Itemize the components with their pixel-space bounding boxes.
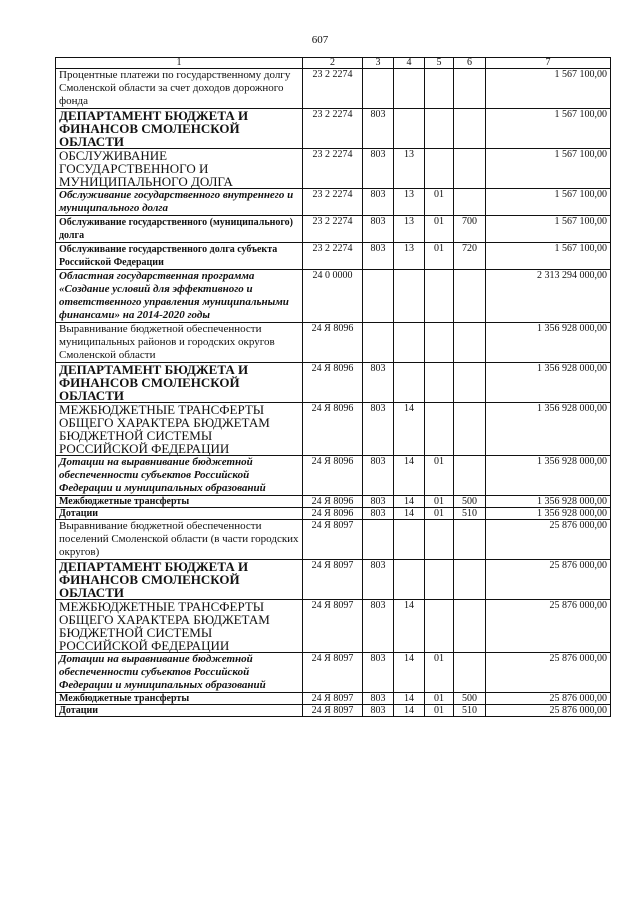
ministry-code-cell: 803 (363, 149, 394, 189)
table-row (56, 243, 611, 270)
ministry-code-cell: 803 (363, 560, 394, 600)
amount-cell: 25 876 000,00 (486, 693, 611, 705)
table-body (56, 69, 611, 717)
row-name-cell: МЕЖБЮДЖЕТНЫЕ ТРАНСФЕРТЫ ОБЩЕГО ХАРАКТЕРА БЮДЖЕТАМ БЮДЖЕТНОЙ СИСТЕМЫ РОССИЙСКОЙ ФЕДЕРАЦИИ (56, 600, 303, 653)
ministry-code-cell: 803 (363, 496, 394, 508)
target-code-cell: 24 Я 8096 (303, 403, 363, 456)
expense-type-cell: 720 (454, 243, 486, 270)
expense-type-cell (454, 403, 486, 456)
table-row (56, 403, 611, 456)
row-name-cell: ДЕПАРТАМЕНТ БЮДЖЕТА И ФИНАНСОВ СМОЛЕНСКОЙ ОБЛАСТИ (56, 560, 303, 600)
amount-cell: 1 356 928 000,00 (486, 363, 611, 403)
subsection-code-cell: 01 (425, 189, 454, 216)
table-row (56, 363, 611, 403)
section-code-cell (394, 323, 425, 363)
target-code-cell: 24 Я 8096 (303, 323, 363, 363)
expense-type-cell: 510 (454, 705, 486, 717)
expense-type-cell: 510 (454, 508, 486, 520)
column-header: 2 (303, 58, 363, 69)
subsection-code-cell: 01 (425, 693, 454, 705)
section-code-cell (394, 109, 425, 149)
amount-cell: 25 876 000,00 (486, 560, 611, 600)
target-code-cell: 24 0 0000 (303, 270, 363, 323)
amount-cell: 1 567 100,00 (486, 149, 611, 189)
target-code-cell: 24 Я 8096 (303, 456, 363, 496)
ministry-code-cell (363, 323, 394, 363)
target-code-cell: 24 Я 8097 (303, 600, 363, 653)
page-number: 607 (311, 34, 329, 46)
table-row (56, 653, 611, 693)
subsection-code-cell (425, 403, 454, 456)
section-code-cell (394, 520, 425, 560)
amount-cell: 1 567 100,00 (486, 216, 611, 243)
ministry-code-cell: 803 (363, 109, 394, 149)
expense-type-cell (454, 653, 486, 693)
amount-cell: 1 567 100,00 (486, 109, 611, 149)
subsection-code-cell: 01 (425, 496, 454, 508)
section-code-cell: 14 (394, 705, 425, 717)
expense-type-cell: 700 (454, 216, 486, 243)
target-code-cell: 24 Я 8097 (303, 520, 363, 560)
ministry-code-cell (363, 520, 394, 560)
table-row (56, 149, 611, 189)
expense-type-cell (454, 456, 486, 496)
budget-table (55, 57, 611, 717)
row-name-cell: Дотации на выравнивание бюджетной обеспеченности субъектов Российской Федерации и муниципальных образований (56, 456, 303, 496)
row-name-cell: Обслуживание государственного внутреннего и муниципального долга (56, 189, 303, 216)
section-code-cell (394, 270, 425, 323)
ministry-code-cell: 803 (363, 600, 394, 653)
subsection-code-cell (425, 109, 454, 149)
table-row (56, 693, 611, 705)
section-code-cell: 14 (394, 600, 425, 653)
row-name-cell: Межбюджетные трансферты (56, 496, 303, 508)
ministry-code-cell: 803 (363, 216, 394, 243)
amount-cell: 1 567 100,00 (486, 243, 611, 270)
amount-cell: 25 876 000,00 (486, 600, 611, 653)
amount-cell: 25 876 000,00 (486, 520, 611, 560)
target-code-cell: 23 2 2274 (303, 149, 363, 189)
row-name-cell: Выравнивание бюджетной обеспеченности поселений Смоленской области (в части городских округов) (56, 520, 303, 560)
section-code-cell: 14 (394, 456, 425, 496)
ministry-code-cell: 803 (363, 403, 394, 456)
row-name-cell: МЕЖБЮДЖЕТНЫЕ ТРАНСФЕРТЫ ОБЩЕГО ХАРАКТЕРА БЮДЖЕТАМ БЮДЖЕТНОЙ СИСТЕМЫ РОССИЙСКОЙ ФЕДЕРАЦИИ (56, 403, 303, 456)
row-name-cell: Процентные платежи по государственному долгу Смоленской области за счет доходов дорожного фонда (56, 69, 303, 109)
row-name-cell: Выравнивание бюджетной обеспеченности муниципальных районов и городских округов Смоленской области (56, 323, 303, 363)
ministry-code-cell: 803 (363, 705, 394, 717)
column-header: 7 (486, 58, 611, 69)
subsection-code-cell (425, 520, 454, 560)
column-header: 6 (454, 58, 486, 69)
target-code-cell: 24 Я 8096 (303, 363, 363, 403)
section-code-cell: 13 (394, 149, 425, 189)
section-code-cell: 14 (394, 403, 425, 456)
section-code-cell (394, 363, 425, 403)
expense-type-cell: 500 (454, 693, 486, 705)
ministry-code-cell: 803 (363, 693, 394, 705)
section-code-cell: 13 (394, 243, 425, 270)
row-name-cell: Дотации на выравнивание бюджетной обеспеченности субъектов Российской Федерации и муниципальных образований (56, 653, 303, 693)
expense-type-cell (454, 189, 486, 216)
ministry-code-cell: 803 (363, 653, 394, 693)
ministry-code-cell: 803 (363, 189, 394, 216)
expense-type-cell (454, 149, 486, 189)
amount-cell: 1 567 100,00 (486, 189, 611, 216)
expense-type-cell (454, 270, 486, 323)
row-name-cell: ДЕПАРТАМЕНТ БЮДЖЕТА И ФИНАНСОВ СМОЛЕНСКОЙ ОБЛАСТИ (56, 363, 303, 403)
subsection-code-cell (425, 323, 454, 363)
ministry-code-cell (363, 69, 394, 109)
ministry-code-cell: 803 (363, 363, 394, 403)
section-code-cell: 14 (394, 496, 425, 508)
section-code-cell: 14 (394, 653, 425, 693)
table-row (56, 520, 611, 560)
target-code-cell: 23 2 2274 (303, 109, 363, 149)
row-name-cell: Областная государственная программа «Создание условий для эффективного и ответственного управления муниципальными финансами» на 2014-2020 годы (56, 270, 303, 323)
expense-type-cell (454, 109, 486, 149)
ministry-code-cell: 803 (363, 456, 394, 496)
expense-type-cell (454, 363, 486, 403)
target-code-cell: 24 Я 8097 (303, 560, 363, 600)
amount-cell: 1 356 928 000,00 (486, 323, 611, 363)
table-row (56, 508, 611, 520)
section-code-cell: 13 (394, 189, 425, 216)
column-header: 3 (363, 58, 394, 69)
table-header-row (56, 58, 611, 69)
subsection-code-cell (425, 149, 454, 189)
table-row (56, 456, 611, 496)
table-row (56, 560, 611, 600)
subsection-code-cell: 01 (425, 216, 454, 243)
section-code-cell (394, 69, 425, 109)
table-row (56, 270, 611, 323)
amount-cell: 1 356 928 000,00 (486, 456, 611, 496)
subsection-code-cell (425, 69, 454, 109)
expense-type-cell (454, 600, 486, 653)
target-code-cell: 23 2 2274 (303, 189, 363, 216)
subsection-code-cell (425, 600, 454, 653)
target-code-cell: 24 Я 8097 (303, 705, 363, 717)
subsection-code-cell (425, 560, 454, 600)
row-name-cell: Межбюджетные трансферты (56, 693, 303, 705)
expense-type-cell (454, 69, 486, 109)
row-name-cell: ОБСЛУЖИВАНИЕ ГОСУДАРСТВЕННОГО И МУНИЦИПАЛЬНОГО ДОЛГА (56, 149, 303, 189)
subsection-code-cell: 01 (425, 653, 454, 693)
table-row (56, 600, 611, 653)
target-code-cell: 24 Я 8097 (303, 653, 363, 693)
expense-type-cell (454, 520, 486, 560)
ministry-code-cell: 803 (363, 243, 394, 270)
ministry-code-cell (363, 270, 394, 323)
section-code-cell: 14 (394, 693, 425, 705)
row-name-cell: ДЕПАРТАМЕНТ БЮДЖЕТА И ФИНАНСОВ СМОЛЕНСКОЙ ОБЛАСТИ (56, 109, 303, 149)
expense-type-cell (454, 323, 486, 363)
column-header: 1 (56, 58, 303, 69)
ministry-code-cell: 803 (363, 508, 394, 520)
expense-type-cell: 500 (454, 496, 486, 508)
table-row (56, 189, 611, 216)
target-code-cell: 23 2 2274 (303, 69, 363, 109)
row-name-cell: Обслуживание государственного долга субъекта Российской Федерации (56, 243, 303, 270)
table-row (56, 323, 611, 363)
amount-cell: 25 876 000,00 (486, 705, 611, 717)
row-name-cell: Дотации (56, 705, 303, 717)
row-name-cell: Обслуживание государственного (муниципального) долга (56, 216, 303, 243)
target-code-cell: 24 Я 8097 (303, 693, 363, 705)
subsection-code-cell (425, 363, 454, 403)
amount-cell: 1 567 100,00 (486, 69, 611, 109)
target-code-cell: 24 Я 8096 (303, 496, 363, 508)
expense-type-cell (454, 560, 486, 600)
amount-cell: 1 356 928 000,00 (486, 496, 611, 508)
row-name-cell: Дотации (56, 508, 303, 520)
table-row (56, 69, 611, 109)
section-code-cell: 13 (394, 216, 425, 243)
table-row (56, 109, 611, 149)
section-code-cell (394, 560, 425, 600)
subsection-code-cell (425, 270, 454, 323)
amount-cell: 2 313 294 000,00 (486, 270, 611, 323)
amount-cell: 1 356 928 000,00 (486, 403, 611, 456)
target-code-cell: 24 Я 8096 (303, 508, 363, 520)
subsection-code-cell: 01 (425, 243, 454, 270)
amount-cell: 25 876 000,00 (486, 653, 611, 693)
subsection-code-cell: 01 (425, 456, 454, 496)
table-row (56, 496, 611, 508)
section-code-cell: 14 (394, 508, 425, 520)
target-code-cell: 23 2 2274 (303, 243, 363, 270)
column-header: 5 (425, 58, 454, 69)
target-code-cell: 23 2 2274 (303, 216, 363, 243)
column-header: 4 (394, 58, 425, 69)
table-row (56, 216, 611, 243)
amount-cell: 1 356 928 000,00 (486, 508, 611, 520)
table-row (56, 705, 611, 717)
subsection-code-cell: 01 (425, 705, 454, 717)
subsection-code-cell: 01 (425, 508, 454, 520)
